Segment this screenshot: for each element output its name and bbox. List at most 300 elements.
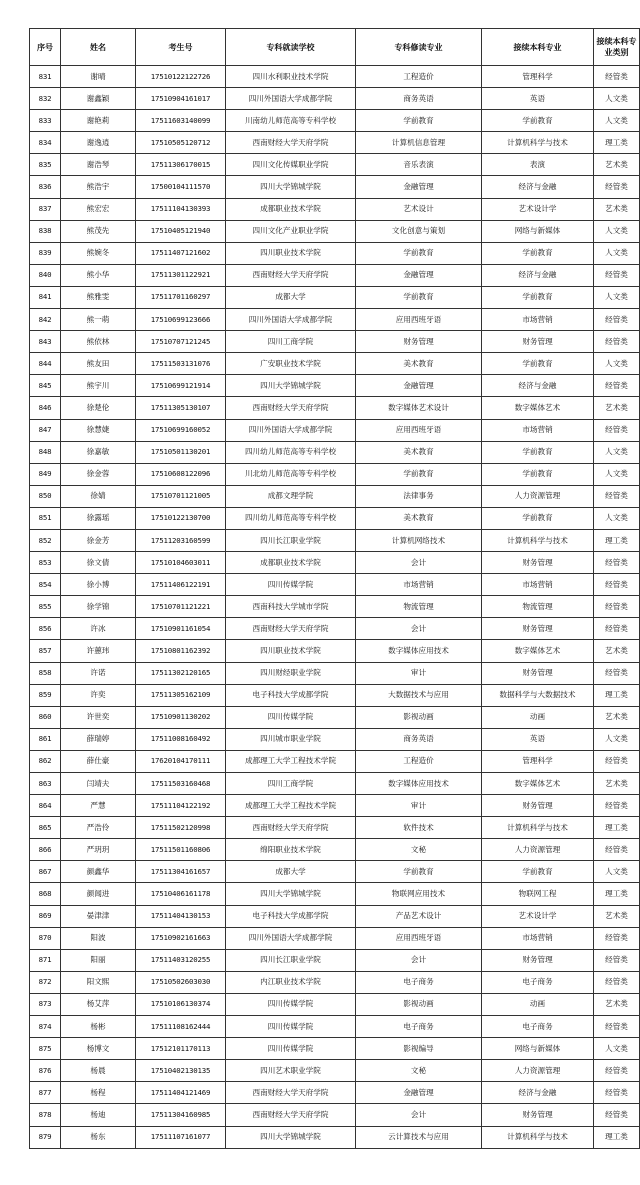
table-row [30,706,640,728]
cell-index: 869 [30,905,61,927]
cell-exam-number: 17510699160052 [136,419,226,441]
cell-index: 851 [30,507,61,529]
cell-college: 成都理工大学工程技术学院 [226,795,356,817]
cell-bachelor-major: 经济与金融 [482,1082,594,1104]
cell-exam-number: 17510801162392 [136,640,226,662]
cell-bachelor-major: 计算机科学与技术 [482,529,594,551]
cell-name: 薛仕豪 [61,750,136,772]
cell-major-category: 人文类 [594,1038,640,1060]
table-row [30,684,640,706]
cell-bachelor-major: 管理科学 [482,750,594,772]
cell-college: 四川外国语大学成都学院 [226,927,356,949]
cell-college-major: 工程造价 [356,66,482,88]
cell-name: 阳丽 [61,949,136,971]
cell-college: 绵阳职业技术学院 [226,839,356,861]
cell-bachelor-major: 财务管理 [482,795,594,817]
cell-bachelor-major: 经济与金融 [482,264,594,286]
cell-college-major: 学前教育 [356,286,482,308]
cell-index: 849 [30,463,61,485]
cell-exam-number: 17511404121469 [136,1082,226,1104]
cell-major-category: 理工类 [594,132,640,154]
cell-college-major: 商务英语 [356,728,482,750]
cell-bachelor-major: 学前教育 [482,463,594,485]
cell-name: 徐嘉敏 [61,441,136,463]
cell-name: 徐金芳 [61,529,136,551]
cell-college: 内江职业技术学院 [226,971,356,993]
cell-exam-number: 17511407121602 [136,242,226,264]
table-row [30,795,640,817]
cell-major-category: 艺术类 [594,198,640,220]
cell-index: 867 [30,861,61,883]
table-row [30,773,640,795]
cell-college-major: 文秘 [356,1060,482,1082]
cell-exam-number: 17510104603011 [136,552,226,574]
cell-bachelor-major: 学前教育 [482,507,594,529]
cell-name: 徐文倩 [61,552,136,574]
cell-exam-number: 17511501160806 [136,839,226,861]
cell-index: 841 [30,286,61,308]
cell-bachelor-major: 艺术设计学 [482,905,594,927]
cell-exam-number: 17511404130153 [136,905,226,927]
cell-college-major: 学前教育 [356,110,482,132]
table-row [30,1082,640,1104]
cell-exam-number: 17511008160492 [136,728,226,750]
cell-bachelor-major: 财务管理 [482,1104,594,1126]
cell-major-category: 经管类 [594,971,640,993]
cell-name: 杨博文 [61,1038,136,1060]
cell-bachelor-major: 英语 [482,88,594,110]
cell-name: 颜鑫华 [61,861,136,883]
cell-exam-number: 17511306170015 [136,154,226,176]
cell-index: 862 [30,750,61,772]
table-row [30,927,640,949]
cell-index: 852 [30,529,61,551]
cell-major-category: 经管类 [594,927,640,949]
table-row [30,66,640,88]
cell-bachelor-major: 动画 [482,993,594,1015]
cell-exam-number: 17510904161017 [136,88,226,110]
cell-name: 杨晨 [61,1060,136,1082]
table-row [30,883,640,905]
cell-bachelor-major: 网络与新媒体 [482,220,594,242]
cell-exam-number: 17510699123666 [136,309,226,331]
cell-exam-number: 17511503160468 [136,773,226,795]
cell-name: 严浩伶 [61,817,136,839]
table-row [30,574,640,596]
cell-name: 熊婉冬 [61,242,136,264]
cell-college-major: 金融管理 [356,176,482,198]
cell-exam-number: 17510406161178 [136,883,226,905]
cell-name: 熊友田 [61,353,136,375]
cell-name: 熊小华 [61,264,136,286]
table-row [30,132,640,154]
cell-exam-number: 17511304161657 [136,861,226,883]
cell-major-category: 人文类 [594,220,640,242]
cell-exam-number: 17511104122192 [136,795,226,817]
cell-index: 878 [30,1104,61,1126]
cell-exam-number: 17510701121221 [136,596,226,618]
cell-index: 837 [30,198,61,220]
cell-index: 839 [30,242,61,264]
cell-bachelor-major: 艺术设计学 [482,198,594,220]
cell-college: 四川外国语大学成都学院 [226,88,356,110]
cell-major-category: 人文类 [594,88,640,110]
cell-index: 850 [30,485,61,507]
cell-major-category: 人文类 [594,463,640,485]
cell-college: 成都大学 [226,286,356,308]
cell-bachelor-major: 计算机科学与技术 [482,817,594,839]
cell-major-category: 经管类 [594,375,640,397]
header-college: 专科就读学校 [226,29,356,66]
cell-college-major: 审计 [356,662,482,684]
cell-college: 四川水利职业技术学院 [226,66,356,88]
cell-name: 熊依林 [61,331,136,353]
cell-college-major: 影视动画 [356,706,482,728]
header-exam-number: 考生号 [136,29,226,66]
cell-bachelor-major: 计算机科学与技术 [482,1126,594,1148]
cell-college: 四川职业技术学院 [226,640,356,662]
cell-bachelor-major: 管理科学 [482,66,594,88]
cell-exam-number: 17510402130135 [136,1060,226,1082]
table-row [30,463,640,485]
cell-name: 熊雅雯 [61,286,136,308]
cell-college-major: 产品艺术设计 [356,905,482,927]
cell-major-category: 经管类 [594,331,640,353]
cell-index: 845 [30,375,61,397]
table-row [30,750,640,772]
cell-college: 成都职业技术学院 [226,552,356,574]
cell-major-category: 经管类 [594,176,640,198]
table-row [30,1104,640,1126]
cell-college-major: 会计 [356,618,482,640]
cell-major-category: 艺术类 [594,993,640,1015]
cell-name: 熊茂先 [61,220,136,242]
cell-exam-number: 17511104130393 [136,198,226,220]
cell-major-category: 理工类 [594,684,640,706]
cell-index: 833 [30,110,61,132]
cell-college: 西南财经大学天府学院 [226,264,356,286]
cell-bachelor-major: 学前教育 [482,286,594,308]
cell-bachelor-major: 表演 [482,154,594,176]
cell-college: 成都文理学院 [226,485,356,507]
cell-college: 四川外国语大学成都学院 [226,309,356,331]
cell-bachelor-major: 财务管理 [482,552,594,574]
cell-index: 876 [30,1060,61,1082]
cell-name: 徐楚伦 [61,397,136,419]
cell-index: 858 [30,662,61,684]
cell-major-category: 经管类 [594,485,640,507]
cell-college-major: 学前教育 [356,242,482,264]
cell-college-major: 物流管理 [356,596,482,618]
cell-college: 四川城市职业学院 [226,728,356,750]
cell-college-major: 文化创意与策划 [356,220,482,242]
cell-index: 860 [30,706,61,728]
cell-name: 杨迪 [61,1104,136,1126]
cell-index: 834 [30,132,61,154]
cell-college: 四川传媒学院 [226,706,356,728]
cell-name: 谢逸逍 [61,132,136,154]
cell-college: 广安职业技术学院 [226,353,356,375]
cell-index: 856 [30,618,61,640]
cell-major-category: 经管类 [594,66,640,88]
cell-college: 四川幼儿师范高等专科学校 [226,441,356,463]
admission-table [29,28,640,1149]
table-row [30,419,640,441]
cell-exam-number: 17512101170113 [136,1038,226,1060]
cell-bachelor-major: 人力资源管理 [482,485,594,507]
cell-college: 成都职业技术学院 [226,198,356,220]
cell-name: 许世奕 [61,706,136,728]
cell-college-major: 影视编导 [356,1038,482,1060]
cell-major-category: 经管类 [594,618,640,640]
table-row [30,88,640,110]
cell-bachelor-major: 动画 [482,706,594,728]
table-row [30,198,640,220]
cell-name: 闫靖夫 [61,773,136,795]
cell-major-category: 人文类 [594,353,640,375]
cell-index: 872 [30,971,61,993]
cell-bachelor-major: 财务管理 [482,331,594,353]
cell-index: 873 [30,993,61,1015]
cell-major-category: 经管类 [594,750,640,772]
cell-major-category: 人文类 [594,861,640,883]
table-row [30,817,640,839]
cell-major-category: 艺术类 [594,905,640,927]
cell-bachelor-major: 数字媒体艺术 [482,773,594,795]
cell-name: 杨东 [61,1126,136,1148]
cell-exam-number: 17511701160297 [136,286,226,308]
cell-index: 859 [30,684,61,706]
cell-college-major: 商务英语 [356,88,482,110]
cell-bachelor-major: 物联网工程 [482,883,594,905]
cell-major-category: 人文类 [594,110,640,132]
cell-bachelor-major: 数字媒体艺术 [482,397,594,419]
cell-college-major: 数字媒体艺术设计 [356,397,482,419]
cell-college-major: 市场营销 [356,574,482,596]
header-bachelor-major: 接续本科专业 [482,29,594,66]
cell-index: 868 [30,883,61,905]
cell-exam-number: 17510505120712 [136,132,226,154]
cell-college-major: 应用西班牙语 [356,927,482,949]
cell-college-major: 计算机信息管理 [356,132,482,154]
cell-college: 四川长江职业学院 [226,949,356,971]
cell-bachelor-major: 财务管理 [482,618,594,640]
cell-major-category: 艺术类 [594,706,640,728]
cell-major-category: 经管类 [594,795,640,817]
cell-college: 西南财经大学天府学院 [226,1082,356,1104]
header-major-category: 接续本科专业类别 [594,29,640,66]
cell-name: 许奕 [61,684,136,706]
cell-index: 836 [30,176,61,198]
cell-exam-number: 17511502120998 [136,817,226,839]
cell-college: 电子科技大学成都学院 [226,684,356,706]
header-college-major: 专科修读专业 [356,29,482,66]
cell-college-major: 计算机网络技术 [356,529,482,551]
cell-college-major: 金融管理 [356,375,482,397]
cell-index: 863 [30,773,61,795]
cell-college-major: 会计 [356,552,482,574]
cell-college-major: 云计算技术与应用 [356,1126,482,1148]
header-index: 序号 [30,29,61,66]
cell-college-major: 工程造价 [356,750,482,772]
cell-index: 844 [30,353,61,375]
cell-name: 熊宇川 [61,375,136,397]
cell-college: 四川大学锦城学院 [226,176,356,198]
cell-exam-number: 17510405121940 [136,220,226,242]
cell-index: 879 [30,1126,61,1148]
table-row [30,662,640,684]
cell-index: 846 [30,397,61,419]
cell-bachelor-major: 市场营销 [482,309,594,331]
table-row [30,552,640,574]
cell-exam-number: 17510699121914 [136,375,226,397]
cell-bachelor-major: 电子商务 [482,1016,594,1038]
cell-index: 865 [30,817,61,839]
cell-college-major: 物联网应用技术 [356,883,482,905]
cell-index: 857 [30,640,61,662]
cell-bachelor-major: 人力资源管理 [482,839,594,861]
cell-college: 成都理工大学工程技术学院 [226,750,356,772]
cell-exam-number: 17510901161054 [136,618,226,640]
cell-college-major: 美术教育 [356,507,482,529]
cell-index: 866 [30,839,61,861]
cell-major-category: 经管类 [594,419,640,441]
cell-index: 848 [30,441,61,463]
cell-college: 四川幼儿师范高等专科学校 [226,507,356,529]
table-row [30,309,640,331]
cell-index: 831 [30,66,61,88]
cell-bachelor-major: 英语 [482,728,594,750]
cell-exam-number: 17511301122921 [136,264,226,286]
table-row [30,331,640,353]
cell-bachelor-major: 财务管理 [482,949,594,971]
table-row [30,839,640,861]
table-row [30,618,640,640]
cell-name: 谢晴 [61,66,136,88]
cell-college: 四川文化产业职业学院 [226,220,356,242]
cell-college-major: 美术教育 [356,441,482,463]
cell-name: 薛瑞婷 [61,728,136,750]
table-row [30,220,640,242]
cell-major-category: 理工类 [594,817,640,839]
cell-college: 四川工商学院 [226,773,356,795]
cell-college: 四川传媒学院 [226,574,356,596]
cell-exam-number: 17511603140099 [136,110,226,132]
cell-exam-number: 17511403120255 [136,949,226,971]
table-row [30,949,640,971]
cell-major-category: 人文类 [594,441,640,463]
cell-college: 四川大学锦城学院 [226,375,356,397]
cell-name: 徐慧婕 [61,419,136,441]
cell-index: 864 [30,795,61,817]
cell-name: 谢浩琴 [61,154,136,176]
cell-bachelor-major: 数字媒体艺术 [482,640,594,662]
table-row [30,397,640,419]
cell-name: 杨程 [61,1082,136,1104]
cell-major-category: 经管类 [594,574,640,596]
cell-college: 四川外国语大学成都学院 [226,419,356,441]
cell-exam-number: 17510501130201 [136,441,226,463]
cell-index: 840 [30,264,61,286]
cell-name: 许冰 [61,618,136,640]
cell-major-category: 人文类 [594,242,640,264]
cell-college: 西南科技大学城市学院 [226,596,356,618]
cell-college-major: 大数据技术与应用 [356,684,482,706]
cell-major-category: 理工类 [594,529,640,551]
cell-exam-number: 17511108162444 [136,1016,226,1038]
cell-college-major: 应用西班牙语 [356,309,482,331]
cell-exam-number: 17511304160985 [136,1104,226,1126]
table-row [30,242,640,264]
cell-college: 四川大学锦城学院 [226,1126,356,1148]
cell-college: 四川文化传媒职业学院 [226,154,356,176]
cell-bachelor-major: 人力资源管理 [482,1060,594,1082]
cell-major-category: 人文类 [594,507,640,529]
cell-name: 熊宏宏 [61,198,136,220]
cell-index: 875 [30,1038,61,1060]
cell-exam-number: 17511503131076 [136,353,226,375]
cell-name: 杨艾萍 [61,993,136,1015]
cell-college: 西南财经大学天府学院 [226,618,356,640]
cell-college-major: 审计 [356,795,482,817]
header-name: 姓名 [61,29,136,66]
cell-index: 843 [30,331,61,353]
cell-name: 徐金蓉 [61,463,136,485]
cell-bachelor-major: 学前教育 [482,242,594,264]
cell-college: 四川职业技术学院 [226,242,356,264]
cell-exam-number: 17510901130202 [136,706,226,728]
cell-major-category: 经管类 [594,552,640,574]
cell-college-major: 软件技术 [356,817,482,839]
table-row [30,1016,640,1038]
cell-index: 847 [30,419,61,441]
table-row [30,640,640,662]
cell-exam-number: 17511305162109 [136,684,226,706]
table-row [30,507,640,529]
table-row [30,176,640,198]
cell-name: 晏津津 [61,905,136,927]
cell-name: 严玥玥 [61,839,136,861]
cell-major-category: 人文类 [594,286,640,308]
cell-college: 川北幼儿师范高等专科学校 [226,463,356,485]
cell-bachelor-major: 经济与金融 [482,375,594,397]
cell-index: 870 [30,927,61,949]
cell-major-category: 理工类 [594,1126,640,1148]
cell-major-category: 经管类 [594,949,640,971]
table-row [30,1038,640,1060]
cell-index: 871 [30,949,61,971]
table-row [30,375,640,397]
cell-exam-number: 17510701121005 [136,485,226,507]
cell-college: 四川传媒学院 [226,1016,356,1038]
cell-exam-number: 17510902161663 [136,927,226,949]
cell-college-major: 电子商务 [356,1016,482,1038]
cell-major-category: 经管类 [594,596,640,618]
cell-index: 835 [30,154,61,176]
cell-name: 杨彬 [61,1016,136,1038]
cell-college: 四川长江职业学院 [226,529,356,551]
cell-college-major: 数字媒体应用技术 [356,640,482,662]
cell-college-major: 电子商务 [356,971,482,993]
table-row [30,529,640,551]
cell-college-major: 学前教育 [356,861,482,883]
table-row [30,154,640,176]
cell-college-major: 应用西班牙语 [356,419,482,441]
table-row [30,905,640,927]
cell-bachelor-major: 学前教育 [482,861,594,883]
cell-index: 853 [30,552,61,574]
cell-exam-number: 17510106130374 [136,993,226,1015]
